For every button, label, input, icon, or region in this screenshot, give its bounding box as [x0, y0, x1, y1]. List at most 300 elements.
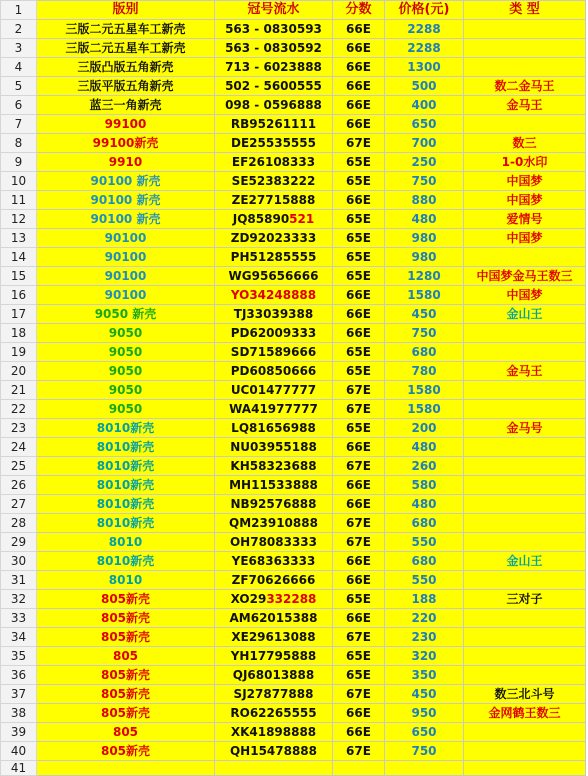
header-edition[interactable]: 版别	[37, 1, 215, 20]
serial-text: TJ33039388	[233, 307, 314, 321]
cell-price[interactable]: 1580	[385, 381, 464, 400]
cell-edition[interactable]	[37, 761, 215, 776]
cell-type[interactable]	[464, 723, 586, 742]
cell-score[interactable]: 66E	[333, 609, 385, 628]
row-number[interactable]: 19	[1, 343, 37, 362]
table-row	[1, 267, 586, 286]
cell-score[interactable]: 65E	[333, 267, 385, 286]
table-row	[1, 191, 586, 210]
cell-serial[interactable]	[215, 362, 333, 381]
cell-serial[interactable]	[215, 476, 333, 495]
row-number[interactable]: 22	[1, 400, 37, 419]
row-number[interactable]: 16	[1, 286, 37, 305]
cell-price[interactable]: 220	[385, 609, 464, 628]
row-number[interactable]: 36	[1, 666, 37, 685]
cell-price[interactable]: 350	[385, 666, 464, 685]
cell-serial[interactable]	[215, 742, 333, 761]
cell-type[interactable]: 金马王	[464, 96, 586, 115]
cell-score[interactable]: 67E	[333, 685, 385, 704]
cell-type[interactable]	[464, 476, 586, 495]
serial-text: WA41977777	[229, 402, 318, 416]
cell-serial[interactable]	[215, 381, 333, 400]
cell-score[interactable]: 67E	[333, 134, 385, 153]
cell-serial[interactable]	[215, 115, 333, 134]
cell-price[interactable]: 680	[385, 514, 464, 533]
row-number[interactable]: 31	[1, 571, 37, 590]
cell-type[interactable]: 数二金马王	[464, 77, 586, 96]
cell-type[interactable]: 三对子	[464, 590, 586, 609]
cell-serial[interactable]	[215, 571, 333, 590]
cell-serial[interactable]	[215, 685, 333, 704]
table-row	[1, 115, 586, 134]
cell-price[interactable]: 880	[385, 191, 464, 210]
cell-score[interactable]: 66E	[333, 571, 385, 590]
cell-type[interactable]: 金山王	[464, 552, 586, 571]
cell-type[interactable]	[464, 533, 586, 552]
cell-score[interactable]: 66E	[333, 96, 385, 115]
cell-type[interactable]: 中国梦	[464, 191, 586, 210]
cell-edition[interactable]: 805新壳	[37, 609, 215, 628]
cell-edition[interactable]: 90100 新壳	[37, 191, 215, 210]
cell-price[interactable]: 700	[385, 134, 464, 153]
row-number[interactable]: 9	[1, 153, 37, 172]
cell-price[interactable]: 950	[385, 704, 464, 723]
cell-score[interactable]: 65E	[333, 590, 385, 609]
cell-score[interactable]: 65E	[333, 210, 385, 229]
cell-score[interactable]: 65E	[333, 248, 385, 267]
cell-edition[interactable]: 9910	[37, 153, 215, 172]
cell-score[interactable]: 65E	[333, 419, 385, 438]
cell-edition[interactable]: 三版平版五角新壳	[37, 77, 215, 96]
cell-edition[interactable]: 805	[37, 723, 215, 742]
cell-edition[interactable]: 8010新壳	[37, 438, 215, 457]
row-number[interactable]: 3	[1, 39, 37, 58]
row-number[interactable]: 15	[1, 267, 37, 286]
cell-score[interactable]: 67E	[333, 400, 385, 419]
cell-serial[interactable]	[215, 533, 333, 552]
cell-price[interactable]: 750	[385, 172, 464, 191]
cell-type[interactable]	[464, 761, 586, 776]
cell-score[interactable]: 66E	[333, 723, 385, 742]
cell-price[interactable]: 680	[385, 552, 464, 571]
serial-text: QM23910888	[229, 516, 318, 530]
serial-text: RB95261111	[230, 117, 317, 131]
row-number[interactable]: 35	[1, 647, 37, 666]
cell-edition[interactable]: 9050	[37, 343, 215, 362]
cell-edition[interactable]: 8010	[37, 533, 215, 552]
cell-serial[interactable]	[215, 172, 333, 191]
cell-type[interactable]	[464, 438, 586, 457]
cell-score[interactable]: 65E	[333, 172, 385, 191]
table-row	[1, 723, 586, 742]
row-number[interactable]: 17	[1, 305, 37, 324]
cell-type[interactable]	[464, 609, 586, 628]
table-row	[1, 210, 586, 229]
cell-price[interactable]: 650	[385, 115, 464, 134]
cell-serial[interactable]	[215, 419, 333, 438]
cell-serial[interactable]	[215, 343, 333, 362]
cell-edition[interactable]: 805新壳	[37, 590, 215, 609]
cell-type[interactable]	[464, 20, 586, 39]
cell-score[interactable]: 66E	[333, 115, 385, 134]
cell-serial[interactable]	[215, 58, 333, 77]
table-row	[1, 153, 586, 172]
cell-serial[interactable]	[215, 590, 333, 609]
cell-type[interactable]	[464, 628, 586, 647]
cell-score[interactable]: 66E	[333, 438, 385, 457]
cell-serial[interactable]	[215, 191, 333, 210]
cell-score[interactable]: 67E	[333, 628, 385, 647]
cell-edition[interactable]: 9050	[37, 400, 215, 419]
table-row	[1, 476, 586, 495]
table-row	[1, 362, 586, 381]
cell-price[interactable]: 400	[385, 96, 464, 115]
cell-score[interactable]: 66E	[333, 39, 385, 58]
cell-price[interactable]: 260	[385, 457, 464, 476]
serial-text: PD62009333	[230, 326, 317, 340]
cell-score[interactable]: 66E	[333, 305, 385, 324]
cell-edition[interactable]: 99100新壳	[37, 134, 215, 153]
cell-serial[interactable]	[215, 229, 333, 248]
cell-type[interactable]	[464, 324, 586, 343]
cell-score[interactable]: 66E	[333, 552, 385, 571]
serial-text: EF26108333	[231, 155, 316, 169]
cell-edition[interactable]: 805新壳	[37, 628, 215, 647]
cell-type[interactable]	[464, 647, 586, 666]
cell-score[interactable]: 67E	[333, 514, 385, 533]
serial-text: JQ85890	[232, 212, 290, 226]
cell-score[interactable]: 67E	[333, 533, 385, 552]
table-row	[1, 552, 586, 571]
cell-score[interactable]: 65E	[333, 343, 385, 362]
table-row	[1, 685, 586, 704]
cell-type[interactable]: 1-0水印	[464, 153, 586, 172]
row-number[interactable]: 33	[1, 609, 37, 628]
cell-score[interactable]	[333, 761, 385, 776]
cell-edition[interactable]: 805	[37, 647, 215, 666]
row-number[interactable]: 20	[1, 362, 37, 381]
row-number[interactable]: 10	[1, 172, 37, 191]
cell-score[interactable]: 67E	[333, 381, 385, 400]
cell-price[interactable]: 780	[385, 362, 464, 381]
serial-text: SE52383222	[231, 174, 316, 188]
row-number[interactable]: 41	[1, 761, 37, 776]
serial-text: RO62265555	[230, 706, 317, 720]
cell-price[interactable]: 450	[385, 685, 464, 704]
row-number[interactable]: 26	[1, 476, 37, 495]
serial-text: 563 - 0830592	[225, 41, 322, 55]
cell-price[interactable]: 200	[385, 419, 464, 438]
row-number[interactable]: 12	[1, 210, 37, 229]
cell-serial[interactable]	[215, 248, 333, 267]
serial-text: KH58323688	[230, 459, 317, 473]
cell-serial[interactable]	[215, 552, 333, 571]
cell-serial[interactable]	[215, 134, 333, 153]
cell-type[interactable]	[464, 495, 586, 514]
serial-text: ZD92023333	[230, 231, 317, 245]
cell-price[interactable]: 450	[385, 305, 464, 324]
table-row	[1, 742, 586, 761]
cell-edition[interactable]: 9050	[37, 381, 215, 400]
cell-edition[interactable]: 90100	[37, 248, 215, 267]
cell-price[interactable]: 2288	[385, 39, 464, 58]
cell-price[interactable]: 550	[385, 571, 464, 590]
cell-serial[interactable]	[215, 495, 333, 514]
table-row	[1, 647, 586, 666]
cell-edition[interactable]: 805新壳	[37, 685, 215, 704]
cell-price[interactable]: 680	[385, 343, 464, 362]
cell-edition[interactable]: 90100	[37, 229, 215, 248]
cell-edition[interactable]: 8010新壳	[37, 552, 215, 571]
cell-score[interactable]: 66E	[333, 20, 385, 39]
row-number[interactable]: 29	[1, 533, 37, 552]
cell-type[interactable]	[464, 115, 586, 134]
serial-text: 563 - 0830593	[225, 22, 322, 36]
cell-serial[interactable]	[215, 438, 333, 457]
serial-text: 713 - 6023888	[225, 60, 322, 74]
header-type[interactable]: 类 型	[464, 1, 586, 20]
cell-score[interactable]: 65E	[333, 647, 385, 666]
cell-score[interactable]: 65E	[333, 153, 385, 172]
cell-type[interactable]: 中国梦	[464, 229, 586, 248]
cell-edition[interactable]: 9050 新壳	[37, 305, 215, 324]
cell-score[interactable]: 66E	[333, 286, 385, 305]
cell-type[interactable]: 中国梦	[464, 172, 586, 191]
table-row	[1, 495, 586, 514]
cell-serial[interactable]	[215, 324, 333, 343]
cell-type[interactable]: 数三	[464, 134, 586, 153]
cell-edition[interactable]: 三版凸版五角新壳	[37, 58, 215, 77]
cell-type[interactable]	[464, 514, 586, 533]
cell-price[interactable]: 480	[385, 438, 464, 457]
row-number[interactable]: 4	[1, 58, 37, 77]
cell-score[interactable]: 66E	[333, 77, 385, 96]
cell-edition[interactable]: 8010新壳	[37, 457, 215, 476]
table-row	[1, 438, 586, 457]
cell-serial[interactable]	[215, 286, 333, 305]
header-score[interactable]: 分数	[333, 1, 385, 20]
cell-type[interactable]: 金山王	[464, 305, 586, 324]
cell-type[interactable]	[464, 58, 586, 77]
cell-score[interactable]: 66E	[333, 476, 385, 495]
cell-type[interactable]	[464, 248, 586, 267]
row-number[interactable]: 18	[1, 324, 37, 343]
row-number[interactable]: 37	[1, 685, 37, 704]
cell-serial[interactable]	[215, 457, 333, 476]
cell-price[interactable]: 250	[385, 153, 464, 172]
header-price[interactable]: 价格(元)	[385, 1, 464, 20]
serial-highlight: 521	[289, 212, 315, 226]
row-number[interactable]: 14	[1, 248, 37, 267]
cell-edition[interactable]: 9050	[37, 362, 215, 381]
cell-score[interactable]: 65E	[333, 666, 385, 685]
cell-price[interactable]: 750	[385, 324, 464, 343]
cell-serial[interactable]	[215, 609, 333, 628]
row-number[interactable]: 25	[1, 457, 37, 476]
cell-type[interactable]: 爱情号	[464, 210, 586, 229]
cell-edition[interactable]: 90100 新壳	[37, 210, 215, 229]
cell-edition[interactable]: 805新壳	[37, 704, 215, 723]
row-number[interactable]: 1	[1, 1, 37, 20]
cell-serial[interactable]	[215, 77, 333, 96]
serial-text: LQ81656988	[231, 421, 316, 435]
row-number[interactable]: 2	[1, 20, 37, 39]
cell-price[interactable]: 650	[385, 723, 464, 742]
cell-edition[interactable]: 8010新壳	[37, 476, 215, 495]
cell-type[interactable]	[464, 400, 586, 419]
cell-serial[interactable]	[215, 723, 333, 742]
cell-price[interactable]: 980	[385, 229, 464, 248]
table-row	[1, 58, 586, 77]
row-number[interactable]: 40	[1, 742, 37, 761]
cell-score[interactable]: 65E	[333, 362, 385, 381]
cell-type[interactable]	[464, 343, 586, 362]
row-number[interactable]: 38	[1, 704, 37, 723]
cell-type[interactable]	[464, 457, 586, 476]
cell-score[interactable]: 67E	[333, 742, 385, 761]
cell-type[interactable]: 中国梦	[464, 286, 586, 305]
row-number[interactable]: 8	[1, 134, 37, 153]
row-number[interactable]: 21	[1, 381, 37, 400]
table-row	[1, 571, 586, 590]
cell-edition[interactable]: 90100	[37, 267, 215, 286]
cell-edition[interactable]: 8010新壳	[37, 495, 215, 514]
serial-text: XK41898888	[230, 725, 317, 739]
cell-type[interactable]	[464, 742, 586, 761]
cell-edition[interactable]: 三版二元五星车工新壳	[37, 39, 215, 58]
table-row	[1, 324, 586, 343]
row-number[interactable]: 32	[1, 590, 37, 609]
table-row	[1, 609, 586, 628]
row-number[interactable]: 11	[1, 191, 37, 210]
table-row	[1, 96, 586, 115]
cell-serial[interactable]	[215, 305, 333, 324]
cell-serial[interactable]	[215, 666, 333, 685]
cell-price[interactable]: 320	[385, 647, 464, 666]
row-number[interactable]: 6	[1, 96, 37, 115]
cell-serial[interactable]	[215, 704, 333, 723]
table-row	[1, 590, 586, 609]
cell-serial[interactable]	[215, 647, 333, 666]
serial-text: SD71589666	[230, 345, 317, 359]
cell-price[interactable]: 750	[385, 742, 464, 761]
cell-score[interactable]: 66E	[333, 191, 385, 210]
header-serial[interactable]: 冠号流水	[215, 1, 333, 20]
row-number[interactable]: 39	[1, 723, 37, 742]
cell-serial[interactable]	[215, 39, 333, 58]
cell-edition[interactable]: 9050	[37, 324, 215, 343]
cell-edition[interactable]: 805新壳	[37, 742, 215, 761]
table-row	[1, 628, 586, 647]
cell-type[interactable]	[464, 39, 586, 58]
cell-edition[interactable]: 90100	[37, 286, 215, 305]
table-row	[1, 533, 586, 552]
cell-serial[interactable]	[215, 514, 333, 533]
cell-edition[interactable]: 8010	[37, 571, 215, 590]
cell-edition[interactable]: 蓝三一角新壳	[37, 96, 215, 115]
row-number[interactable]: 23	[1, 419, 37, 438]
cell-price[interactable]	[385, 761, 464, 776]
cell-type[interactable]: 金网鹤王数三	[464, 704, 586, 723]
serial-text: AM62015388	[229, 611, 318, 625]
cell-price[interactable]: 1280	[385, 267, 464, 286]
cell-price[interactable]: 188	[385, 590, 464, 609]
table-row	[1, 400, 586, 419]
cell-type[interactable]	[464, 666, 586, 685]
serial-text: PD60850666	[230, 364, 317, 378]
table-row	[1, 229, 586, 248]
cell-price[interactable]: 550	[385, 533, 464, 552]
cell-score[interactable]: 66E	[333, 704, 385, 723]
cell-serial[interactable]	[215, 210, 333, 229]
cell-type[interactable]: 金马号	[464, 419, 586, 438]
cell-price[interactable]: 2288	[385, 20, 464, 39]
serial-text: XE29613088	[231, 630, 316, 644]
cell-edition[interactable]: 805新壳	[37, 666, 215, 685]
cell-serial[interactable]	[215, 153, 333, 172]
row-number[interactable]: 34	[1, 628, 37, 647]
cell-score[interactable]: 65E	[333, 229, 385, 248]
table-row	[1, 343, 586, 362]
cell-score[interactable]: 67E	[333, 457, 385, 476]
cell-serial[interactable]	[215, 267, 333, 286]
row-number[interactable]: 7	[1, 115, 37, 134]
cell-price[interactable]: 230	[385, 628, 464, 647]
serial-text: 098 - 0596888	[225, 98, 322, 112]
cell-type[interactable]: 数三北斗号	[464, 685, 586, 704]
serial-text: XO29	[230, 592, 267, 606]
serial-text: SJ27877888	[233, 687, 314, 701]
cell-price[interactable]: 580	[385, 476, 464, 495]
cell-serial[interactable]	[215, 20, 333, 39]
serial-text: DE25535555	[231, 136, 316, 150]
cell-edition[interactable]: 99100	[37, 115, 215, 134]
cell-serial[interactable]	[215, 96, 333, 115]
cell-price[interactable]: 1580	[385, 400, 464, 419]
cell-edition[interactable]: 90100 新壳	[37, 172, 215, 191]
row-number[interactable]: 30	[1, 552, 37, 571]
row-number[interactable]: 24	[1, 438, 37, 457]
cell-edition[interactable]: 8010新壳	[37, 514, 215, 533]
cell-price[interactable]: 500	[385, 77, 464, 96]
cell-serial[interactable]	[215, 400, 333, 419]
cell-score[interactable]: 66E	[333, 58, 385, 77]
row-number[interactable]: 28	[1, 514, 37, 533]
cell-type[interactable]	[464, 571, 586, 590]
cell-price[interactable]: 1580	[385, 286, 464, 305]
cell-type[interactable]: 中国梦金马王数三	[464, 267, 586, 286]
cell-serial[interactable]	[215, 761, 333, 776]
cell-edition[interactable]: 8010新壳	[37, 419, 215, 438]
table-row	[1, 248, 586, 267]
cell-type[interactable]: 金马王	[464, 362, 586, 381]
cell-price[interactable]: 480	[385, 495, 464, 514]
row-number[interactable]: 27	[1, 495, 37, 514]
cell-type[interactable]	[464, 381, 586, 400]
cell-price[interactable]: 1300	[385, 58, 464, 77]
serial-highlight: YO34248888	[230, 288, 317, 302]
cell-price[interactable]: 980	[385, 248, 464, 267]
cell-price[interactable]: 480	[385, 210, 464, 229]
row-number[interactable]: 13	[1, 229, 37, 248]
table-row	[1, 20, 586, 39]
cell-score[interactable]: 66E	[333, 324, 385, 343]
serial-text: UC01477777	[230, 383, 317, 397]
cell-serial[interactable]	[215, 628, 333, 647]
cell-edition[interactable]: 三版二元五星车工新壳	[37, 20, 215, 39]
row-number[interactable]: 5	[1, 77, 37, 96]
cell-score[interactable]: 66E	[333, 495, 385, 514]
